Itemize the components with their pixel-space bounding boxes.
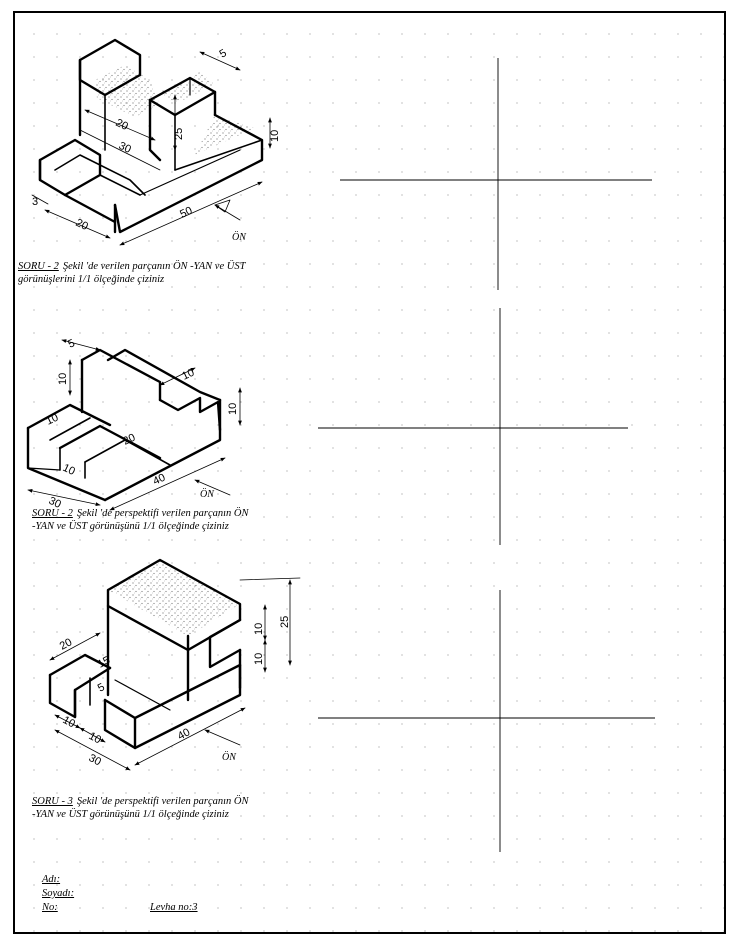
fig3-dim-10a: 10 [60, 714, 78, 731]
fig3-dim-25: 25 [279, 615, 291, 628]
fig1-dim-25: 25 [173, 127, 185, 140]
question-1-label: SORU - 2 [18, 261, 59, 272]
fig1-dim-20b: 20 [73, 216, 90, 233]
question-2-line2: -YAN ve ÜST görünüşünü 1/1 ölçeğinde çiziniz [32, 521, 229, 532]
fig2-dim-10a: 10 [57, 372, 69, 385]
fig2-dim-10c: 10 [227, 402, 239, 415]
fig3-dim-10b: 10 [86, 730, 104, 747]
fig2-dim-10d: 10 [44, 411, 61, 428]
question-3-text [32, 795, 249, 821]
fig3-dim-30: 30 [86, 752, 104, 769]
question-1-line1: Şekil 'de verilen parçanın ÖN -YAN ve ÜST [62, 261, 246, 272]
number-label: No: [42, 902, 58, 913]
question-2-text [32, 507, 249, 533]
fig1-dim-50: 50 [178, 204, 195, 221]
fig3-dim-10c: 10 [253, 622, 265, 635]
question-3-line1: Şekil 'de perspektifi verilen parçanın ÖN [76, 796, 249, 807]
surname-label: Soyadı: [42, 888, 75, 899]
fig3-dim-20: 20 [57, 636, 75, 653]
question-1-text [18, 260, 245, 286]
fig3-dim-10d: 10 [253, 652, 265, 665]
fig3-dim-40: 40 [175, 726, 193, 743]
fig2-dim-10e: 10 [60, 461, 77, 478]
fig1-dim-10: 10 [269, 129, 281, 142]
fig2-view-label: ÖN [200, 489, 214, 500]
fig3-dim-5: 5 [95, 681, 107, 695]
question-3-label: SORU - 3 [32, 796, 73, 807]
fig2-dim-30: 30 [46, 494, 63, 511]
name-label: Adı: [42, 874, 61, 885]
question-2-line1: Şekil 'de perspektifi verilen parçanın ÖN [76, 508, 249, 519]
fig2-dim-20: 20 [121, 431, 138, 448]
question-2-label: SORU - 2 [32, 508, 73, 519]
fig3-view-label: ÖN [222, 752, 236, 763]
fig2-dim-5: 5 [66, 337, 77, 351]
fig1-dim-20: 20 [113, 116, 130, 133]
fig2-dim-10b: 10 [180, 366, 197, 383]
sheet-number-label: Levha no:3 [150, 902, 198, 913]
fig3-dim-15: 15 [95, 654, 113, 671]
question-1-line2: görünüşlerini 1/1 ölçeğinde çiziniz [18, 274, 165, 285]
question-3-line2: -YAN ve ÜST görünüşünü 1/1 ölçeğinde çiziniz [32, 809, 229, 820]
fig1-view-label: ÖN [232, 232, 246, 243]
fig1-dim-3: 3 [32, 196, 39, 208]
fig1-dim-5: 5 [217, 47, 229, 61]
fig2-dim-40: 40 [151, 471, 168, 488]
fig1-dim-30: 30 [116, 139, 133, 156]
